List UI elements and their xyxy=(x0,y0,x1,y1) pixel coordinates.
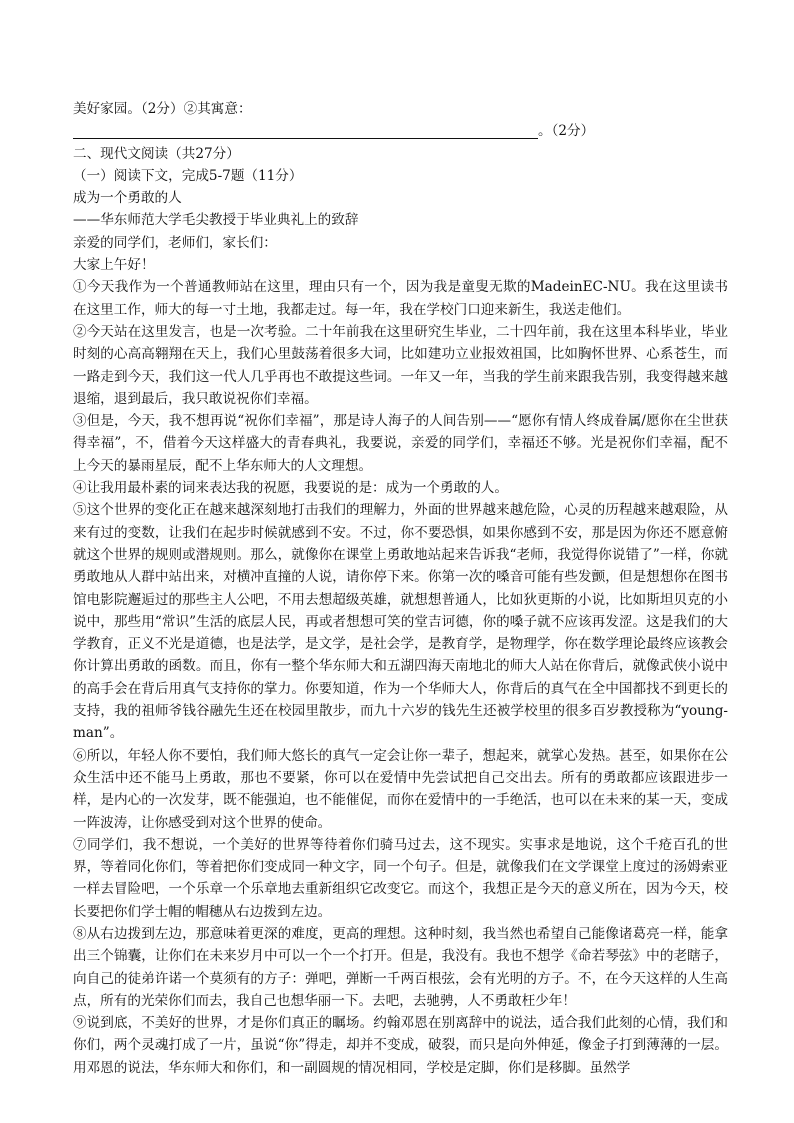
article-paragraph-6: ⑥所以，年轻人你不要怕，我们师大悠长的真气一定会让你一辈子，想起来，就掌心发热。甚至，如果你在公众生活中还不能马上勇敢，那也不要紧，你可以在爱情中先尝试把自己交出去。所有的勇敢都应该跟进步一样，是内心的一次发芽，既不能强迫，也不能催促，而你在爱情中的一手绝活，也可以在未来的某一天，变成一阵波涛，让你感受到对这个世界的使命。 xyxy=(73,747,728,831)
article-paragraph-7: ⑦同学们，我不想说，一个美好的世界等待着你们骑马过去，这不现实。实事求是地说，这个千疮百孔的世界，等着同化你们，等着把你们变成同一种文字，同一个句子。但是，就像我们在文学课堂上度过的汤姆索亚一样去冒险吧，一个乐章一个乐章地去重新组织它改变它。而这个，我想正是今天的意义所在，因为今天，校长要把你们学士帽的帽穗从右边拨到左边。 xyxy=(73,836,728,920)
page-content xyxy=(73,98,728,1079)
article-subtitle: ——华东师范大学毛尖教授于毕业典礼上的致辞 xyxy=(73,212,359,229)
article-paragraph-2: ②今天站在这里发言，也是一次考验。二十年前我在这里研究生毕业，二十四年前，我在这里本科毕业，毕业时刻的心高高翱翔在天上，我们心里鼓荡着很多大词，比如建功立业报效祖国，比如胸怀世界、心系苍生，而一路走到今天，我们这一代人几乎再也不敢提这些词。一年又一年，当我的学生前来跟我告别，我变得越来越退缩，退到最后，我只敢说祝你们幸福。 xyxy=(73,323,728,407)
article-paragraph-4: ④让我用最朴素的词来表达我的祝愿，我要说的是：成为一个勇敢的人。 xyxy=(73,480,508,497)
answer-score-label: 。（2分） xyxy=(538,123,595,140)
article-paragraph-8: ⑧从右边拨到左边，那意味着更深的难度，更高的理想。这种时刻，我当然也希望自己能像诸葛亮一样，能拿出三个锦囊，让你们在未来岁月中可以一个一个打开。但是，我没有。我也不想学《命若琴弦》中的老瞎子，向自己的徒弟许诺一个莫须有的方子：弹吧，弹断一千两百根弦，会有光明的方子。不，在今天这样的人生高点，所有的光荣你们而去，我自己也想华丽一下。去吧，去驰骋，人不勇敢枉少年！ xyxy=(73,925,728,1009)
previous-answer-line: 美好家园。（2分）②其寓意： xyxy=(73,101,252,117)
answer-blank[interactable] xyxy=(73,123,538,139)
answer-blank-row xyxy=(73,120,728,142)
article-paragraph-9: ⑨说到底，不美好的世界，才是你们真正的瞩场。约翰邓恩在别离辞中的说法，适合我们此刻的心情，我们和你们，两个灵魂打成了一片，虽说“你”得走，却并不变成，破裂，而只是向外伸延，像金子打到薄薄的一层。用邓恩的说法，华东师大和你们，和一副圆规的情况相同，学校是定脚，你们是移脚。虽然学 xyxy=(73,1015,728,1076)
section-subheading: （一）阅读下文，完成5-7题（11分） xyxy=(73,167,303,184)
article-paragraph-3: ③但是，今天，我不想再说“祝你们幸福”，那是诗人海子的人间告别——“愿你有情人终成眷属/愿你在尘世获得幸福”，不，借着今天这样盛大的青春典礼，我要说，亲爱的同学们，幸福还不够。光是祝你们幸福，配不上今天的暴雨星辰，配不上华东师大的人文理想。 xyxy=(73,413,728,474)
article-title: 成为一个勇敢的人 xyxy=(73,190,182,207)
article-greeting: 大家上午好！ xyxy=(73,257,155,274)
article-paragraph-5: ⑤这个世界的变化正在越来越深刻地打击我们的理解力，外面的世界越来越危险，心灵的历程越来越艰险，从来有过的变数，让我们在起步时候就感到不安。不过，你不要恐惧，如果你感到不安，那是因为你还不愿意俯就这个世界的规则或潜规则。那么，就像你在课堂上勇敢地站起来告诉我“老师，我觉得你说错了”一样，你就勇敢地从人群中站出来，对横冲直撞的人说，请你停下来。你第一次的嗓音可能有些发颤，但是想想你在图书馆电影院邂逅过的那些主人公吧，不用去想超级英雄，就想想普通人，比如狄更斯的小说，比如斯坦贝克的小说中，那些用“常识”生活的底层人民，再或者想想可笑的堂吉诃德，你的嗓子就不应该再发涩。这是我们的大学教育，正义不光是道德，也是法学，是文学，是社会学，是教育学，是物理学，你在数学理论最终应该教会你计算出勇敢的函数。而且，你有一整个华东师大和五湖四海天南地北的师大人站在你背后，就像武侠小说中的高手会在背后用真气支持你的掌力。你要知道，作为一个华师大人，你背后的真气在全中国都找不到更长的支持，我的祖师爷钱谷融先生还在校园里散步，而九十六岁的钱先生还被学校里的很多百岁教授称为“young-man”。 xyxy=(73,502,728,742)
section-heading: 二、现代文阅读（共27分） xyxy=(73,145,240,162)
article-salutation: 亲爱的同学们，老师们，家长们： xyxy=(73,234,277,251)
article-paragraph-1: ①今天我作为一个普通教师站在这里，理由只有一个，因为我是童叟无欺的MadeinEC-NU。我在这里读书在这里工作，师大的每一寸土地，我都走过。每一年，我在学校门口迎来新生，我送走他们。 xyxy=(73,279,728,318)
